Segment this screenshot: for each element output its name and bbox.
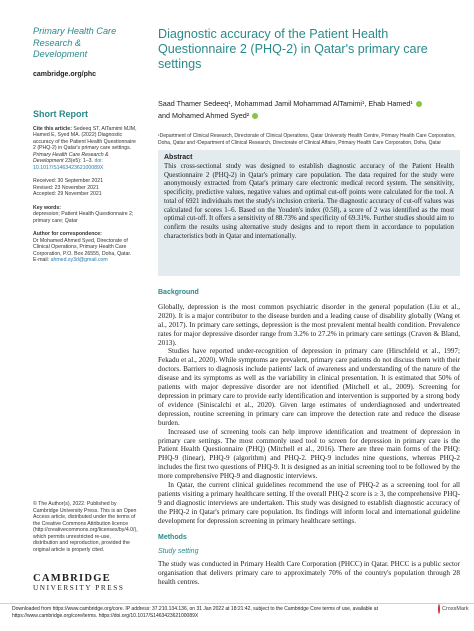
sidebar — [33, 26, 137, 264]
download-footer — [12, 606, 442, 619]
study-setting-heading: Study setting — [158, 548, 199, 556]
article-type: Short Report — [33, 108, 88, 119]
abstract-box — [158, 150, 460, 276]
methods-heading: Methods — [158, 533, 187, 541]
article-body — [158, 289, 460, 587]
footer-line1: Downloaded from https://www.cambridge.org/core. IP address: 37.210.134.136, on 31 Jan 2022 at 18:21:42, subject to the Cambridge Core terms of use, available at — [12, 606, 378, 612]
orcid-icon[interactable] — [252, 113, 258, 119]
email-label: E-mail: — [33, 257, 50, 263]
cite-journal: Primary Health Care Research & Development — [33, 151, 109, 164]
email-link[interactable]: ahmed.sy3d@gmail.com — [50, 257, 108, 263]
article-title: Diagnostic accuracy of the Patient Health Questionnaire 2 (PHQ-2) in Qatar's primary care settings — [158, 27, 428, 71]
body-paragraph: Globally, depression is the most common psychiatric disorder in the general population (Liu et al., 2020). It is a major contributor to the disease burden and a leading cause of disability globally (Wang et al., 2017). In primary care settings, depression is the most prevalent mental health condition. Prevalence rates for major depressive disorder range from 3.2% to 27.2% in primary care settings (Craven & Bland, 2013). — [158, 302, 460, 347]
correspondence-text: Dr Mohamed Ahmed Syed, Directorate of Clinical Operations, Primary Health Care Corporation, P.O. Box 26555, Doha, Qatar. — [33, 237, 132, 257]
body-paragraph: Studies have reported under-recognition of depression in primary care (Hirschfeld et al., 1997; Fekadu et al., 2020). While symptoms are prevalent, primary care patients do not discuss them with their doctors. Barriers to diagnosis include patients' lack of awareness and understanding of the nature of the disease and its symptoms as well as the variability in clinical presentation. It is estimated that 50% of patients with major depressive disorder are not identified (Mitchell et al., 2009). Screening for depression in primary care to provide early identification and intervention is supported by a strong body of evidence (Siniscalchi et al., 2020). Given large estimates of underdiagnosed and undertreated depression, routine screening in primary care can improve the detection rate and reduce the disease burden. — [158, 347, 460, 427]
dates-block — [33, 178, 137, 198]
correspondence-block — [33, 231, 137, 264]
orcid-icon[interactable] — [416, 101, 422, 107]
received-date: Received: 30 September 2021 — [33, 178, 104, 184]
keywords-label: Key words: — [33, 204, 61, 211]
crossmark-label: CrossMark — [442, 606, 469, 612]
correspondence-label: Author for correspondence: — [33, 231, 102, 237]
footer-line2[interactable]: https://www.cambridge.org/core/terms. https://doi.org/10.1017/S146342362100089X — [12, 612, 199, 619]
abstract-text: This cross-sectional study was designed to establish diagnostic accuracy of the Patient Health Questionnaire 2 (PHQ-2) in Qatar's primary care population. The data required for the study were anonymously extracted from Qatar's primary care electronic medical record system. The sensitivity, specificity, predictive values, negative values and optimal cut-off points were calculated for the tool. A total of 6921 individuals met the study's inclusion criteria. The diagnostic accuracy of cut-off values was calculated for scores 1–6. Based on the Youden's index (0.58), a score of 2 was identified as the most optimal cut-off. It offers a sensitivity of 88.73% and specificity of 69.31%. Further studies should aim to confirm the results using alternative study designs and to report them in accordance to population characteristics both in Qatar and internationally. — [164, 163, 454, 240]
journal-name — [33, 26, 137, 61]
keywords-text: depression; Patient Health Questionnaire 2; primary care; Qatar — [33, 211, 134, 224]
journal-name-line1: Primary Health Care — [33, 26, 117, 36]
publisher-logo — [33, 573, 137, 593]
body-paragraph: Increased use of screening tools can help improve identification and treatment of depression in primary care settings. The most commonly used tool to screen for depression in primary care is the Patient Health Questionnaire (PHQ) (Mitchell et al., 2016). There are three main forms of the PHQ: PHQ-9 (linear), PHQ-9 (algorithm) and PHQ-2. PHQ-9 includes nine questions, whereas PHQ-2 includes the first two questions of PHQ-9. It is designed as an initial screening tool to be followed by the more comprehensive PHQ-9 and diagnostic interviews. — [158, 427, 460, 481]
cite-doi-link[interactable]: doi: 10.1017/S146342362100089X — [33, 158, 104, 171]
cite-volume: 23(e5): 1–3. — [65, 158, 94, 164]
authors-line1: Saad Thamer Sedeeq¹, Mohammad Jamil Mohammad AlTamimi¹, Ehab Hamed¹ — [158, 99, 413, 108]
authors-line2: and Mohamed Ahmed Syed² — [158, 111, 250, 120]
cite-label: Cite this article: — [33, 125, 72, 132]
accepted-date: Accepted: 29 November 2021 — [33, 191, 102, 197]
body-paragraph: The study was conducted in Primary Health Care Corporation (PHCC) in Qatar. PHCC is a public sector organisation that delivers primary care to approximately 70% of the country's population through 28 health centres. — [158, 560, 460, 587]
publisher-line1: CAMBRIDGE — [33, 573, 111, 584]
abstract-heading: Abstract — [164, 154, 193, 161]
crossmark-badge[interactable] — [438, 604, 468, 614]
author-list — [158, 98, 458, 122]
background-heading: Background — [158, 289, 199, 296]
journal-name-line2: Research & Development — [33, 37, 88, 59]
citation-block — [33, 126, 137, 172]
license-notice: © The Author(s), 2022. Published by Cambridge University Press. This is an Open Access article, distributed under the terms of the Creative Commons Attribution licence (http://creativecommons.org/licenses/by/4.0/), which permits unrestricted re-use, distribution and reproduction, provided the original article is properly cited. — [33, 501, 138, 553]
publisher-line2: UNIVERSITY PRESS — [33, 584, 125, 592]
keywords-block — [33, 205, 137, 225]
crossmark-icon — [438, 604, 440, 614]
journal-site-link[interactable]: cambridge.org/phc — [33, 70, 97, 78]
affiliations: ¹Department of Clinical Research, Directorate of Clinical Operations, Qatar University Health Centre, Primary Health Care Corporation, Doha, Qatar and ²Department of Clinical Research, Directorate of Clinical Affairs, Primary Health Care Corporation, Doha, Qatar — [158, 133, 456, 146]
body-paragraph: In Qatar, the current clinical guidelines recommend the use of PHQ-2 as a screening tool for all patients visiting a primary healthcare setting. If the overall PHQ-2 score is ≥ 3, the comprehensive PHQ-9 and diagnostic interviews are undertaken. This study was designed to establish diagnostic accuracy of the PHQ-2 in Qatar's primary care population. Its findings will inform local and international guideline development for depression screening in primary healthcare settings. — [158, 481, 460, 525]
footer-divider — [0, 603, 474, 604]
cite-text: Sedeeq ST, AlTamimi MJM, Hamed E, Syed MA. (2022) Diagnostic accuracy of the Patient Health Questionnaire 2 (PHQ-2) in Qatar's primary care settings. — [33, 125, 137, 151]
revised-date: Revised: 23 November 2021 — [33, 184, 99, 191]
